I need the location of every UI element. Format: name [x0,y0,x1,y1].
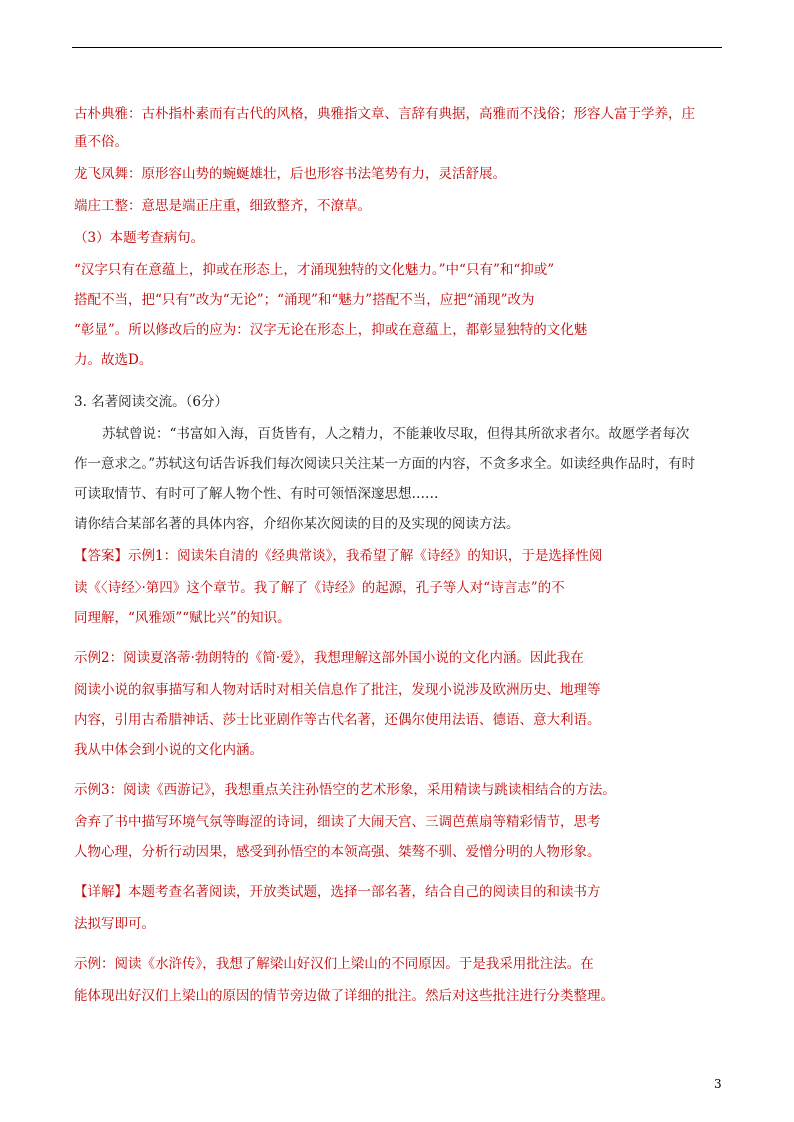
explanation-line: 龙飞凤舞：原形容山势的蜿蜒雄壮，后也形容书法笔势有力，灵活舒展。 [74,166,506,182]
detail-example-line: 示例：阅读《水浒传》，我想了解梁山好汉们上梁山的不同原因。于是我采用批注法。在 [74,956,594,972]
answer-line: 人物心理，分析行动因果，感受到孙悟空的本领高强、桀骜不驯、爱憎分明的人物形象。 [74,844,601,860]
question-body-line: 作一意求之。”苏轼这句话告诉我们每次阅读只关注某一方面的内容，不贪多求全。如读经典作品时，有时 [74,456,696,472]
answer-line: 舍弃了书中描写环境气氛等晦涩的诗词，细读了大闹天宫、三调芭蕉扇等精彩情节，思考 [74,814,601,830]
explanation-line: “汉字只有在意蕴上，抑或在形态上，才涌现独特的文化魅力。”中“只有”和“抑或” [74,262,555,278]
detail-line: 法拟写即可。 [74,916,155,932]
explanation-line: 端庄工整：意思是端正庄重，细致整齐，不潦草。 [74,198,371,214]
detail-line: 【详解】本题考查名著阅读，开放类试题，选择一部名著，结合自己的阅读目的和读书方 [74,884,601,900]
answer-line: 【答案】示例1：阅读朱自清的《经典常谈》，我希望了解《诗经》的知识，于是选择性阅 [74,548,603,564]
answer-line: 我从中体会到小说的文化内涵。 [74,742,263,758]
answer-line: 读《〈诗经〉·第四》这个章节。我了解了《诗经》的起源，孔子等人对“诗言志”的不 [74,580,565,596]
explanation-line: 重不俗。 [74,134,128,150]
question-body-line: 苏轼曾说：“书富如入海，百货皆有，人之精力，不能兼收尽取，但得其所欲求者尔。故愿学者每次 [102,426,690,442]
page-number: 3 [714,1077,722,1091]
detail-example-line: 能体现出好汉们上梁山的原因的情节旁边做了详细的批注。然后对这些批注进行分类整理。 [74,988,614,1004]
answer-line: 内容，引用古希腊神话、莎士比亚剧作等古代名著，还偶尔使用法语、德语、意大利语。 [74,712,601,728]
explanation-line: （3）本题考查病句。 [74,230,205,246]
answer-line: 同理解，“风雅颂”“赋比兴”的知识。 [74,610,291,626]
answer-line: 示例2：阅读夏洛蒂·勃朗特的《简·爱》，我想理解这部外国小说的文化内涵。因此我在 [74,650,584,666]
question-body-line: 可读取情节、有时可了解人物个性、有时可领悟深邃思想…… [74,486,439,502]
header-rule [72,47,722,48]
question-prompt: 请你结合某部名著的具体内容，介绍你某次阅读的目的及实现的阅读方法。 [74,516,520,532]
explanation-line: 古朴典雅：古朴指朴素而有古代的风格，典雅指文章、言辞有典据，高雅而不浅俗；形容人富于学养，庄 [74,106,695,122]
explanation-line: 力。故选D。 [74,352,153,368]
explanation-line: “彰显”。所以修改后的应为：汉字无论在形态上，抑或在意蕴上，都彰显独特的文化魅 [74,322,588,338]
answer-line: 阅读小说的叙事描写和人物对话时对相关信息作了批注，发现小说涉及欧洲历史、地理等 [74,682,601,698]
answer-line: 示例3：阅读《西游记》，我想重点关注孙悟空的艺术形象，采用精读与跳读相结合的方法。 [74,782,616,798]
question-title: 3. 名著阅读交流。（6分） [74,394,229,410]
explanation-line: 搭配不当，把“只有”改为“无论”；“涌现”和“魅力”搭配不当，应把“涌现”改为 [74,292,535,308]
